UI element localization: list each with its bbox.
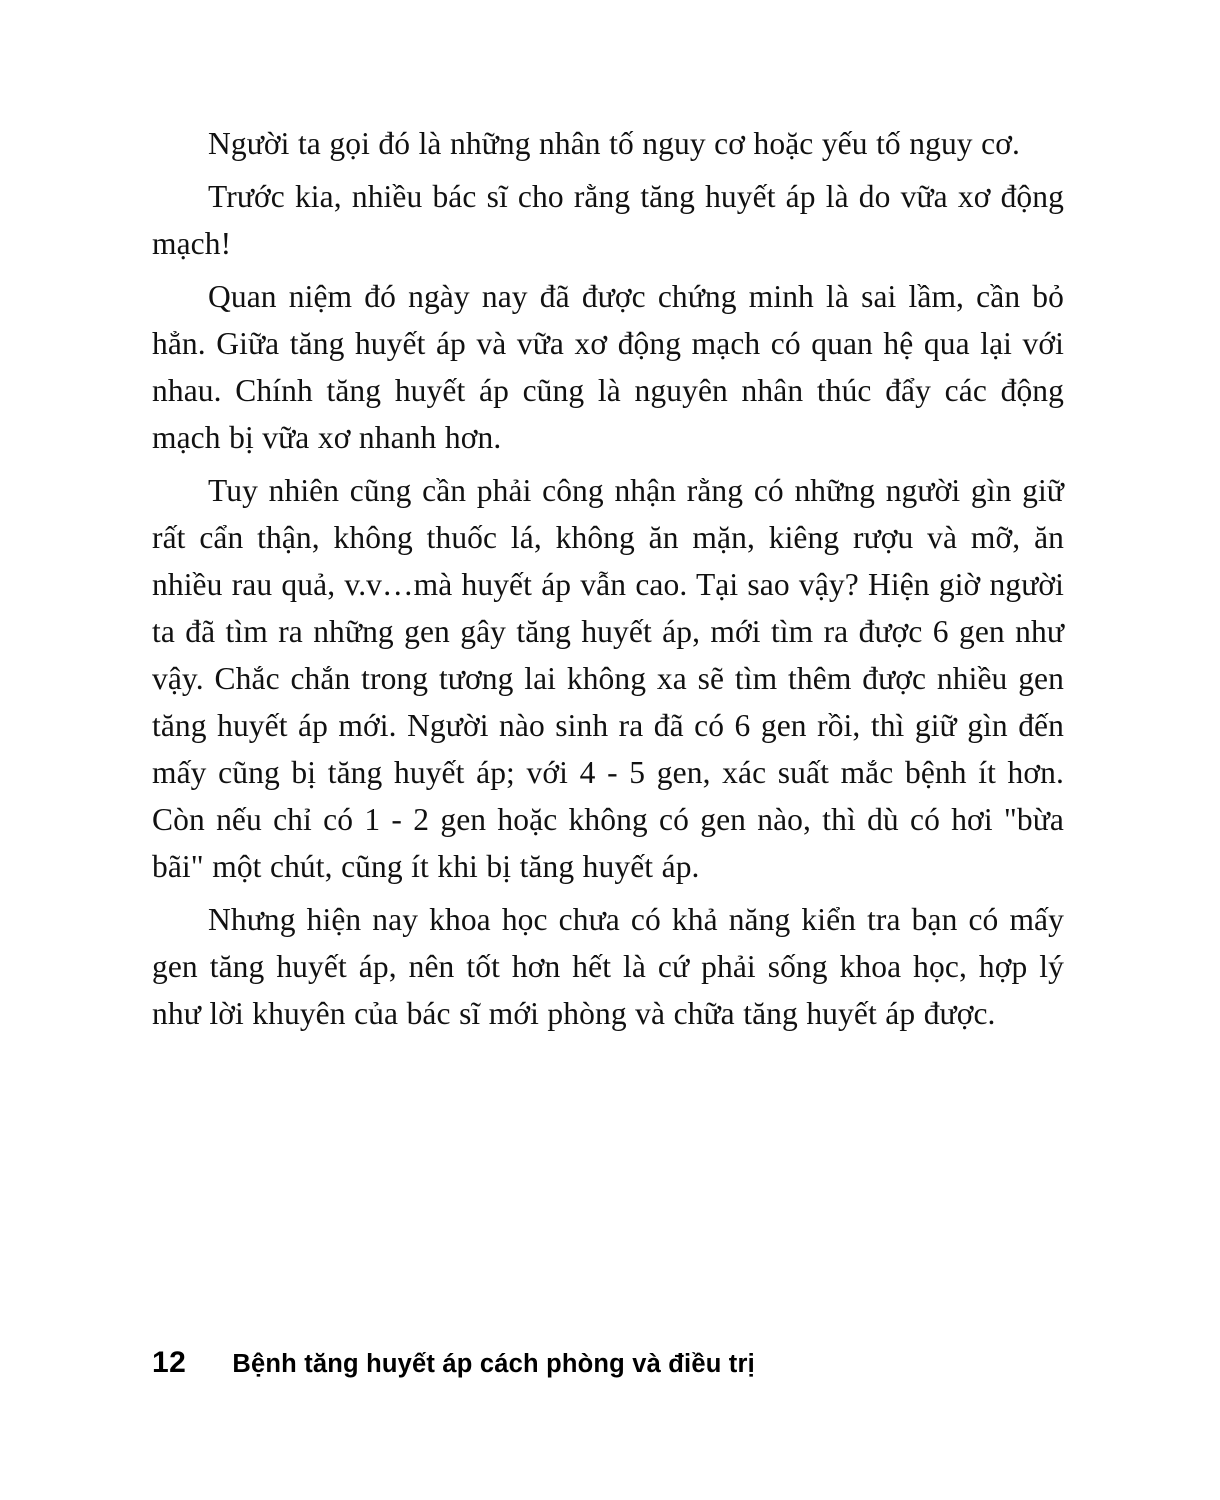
paragraph: Quan niệm đó ngày nay đã được chứng minh là sai lầm, cần bỏ hẳn. Giữa tăng huyết áp và vữa xơ động mạch có quan hệ qua lại với nhau. Chính tăng huyết áp cũng là nguyên nhân thúc đẩy các động mạch bị vữa xơ nhanh hơn. (152, 279, 1064, 455)
paragraph: Nhưng hiện nay khoa học chưa có khả năng kiển tra bạn có mấy gen tăng huyết áp, nên tốt hơn hết là cứ phải sống khoa học, hợp lý như lời khuyên của bác sĩ mới phòng và chữa tăng huyết áp được. (152, 902, 1064, 1031)
paragraph: Người ta gọi đó là những nhân tố nguy cơ hoặc yếu tố nguy cơ. (208, 126, 1020, 161)
page-number: 12 (152, 1346, 187, 1379)
paragraph: Trước kia, nhiều bác sĩ cho rằng tăng huyết áp là do vữa xơ động mạch! (152, 179, 1064, 261)
running-title: Bệnh tăng huyết áp cách phòng và điều trị (232, 1350, 755, 1378)
page-body-text (152, 120, 1064, 1037)
paragraph: Tuy nhiên cũng cần phải công nhận rằng có những người gìn giữ rất cẩn thận, không thuốc lá, không ăn mặn, kiêng rượu và mỡ, ăn nhiều rau quả, v.v…mà huyết áp vẫn cao. Tại sao vậy? Hiện giờ người ta đã tìm ra những gen gây tăng huyết áp, mới tìm ra được 6 gen như vậy. Chắc chắn trong tương lai không xa sẽ tìm thêm được nhiều gen tăng huyết áp mới. Người nào sinh ra đã có 6 gen rồi, thì giữ gìn đến mấy cũng bị tăng huyết áp; với 4 - 5 gen, xác suất mắc bệnh ít hơn. Còn nếu chỉ có 1 - 2 gen hoặc không có gen nào, thì dù có hơi "bừa bãi" một chút, cũng ít khi bị tăng huyết áp. (152, 473, 1064, 884)
page-footer (152, 1346, 1064, 1380)
